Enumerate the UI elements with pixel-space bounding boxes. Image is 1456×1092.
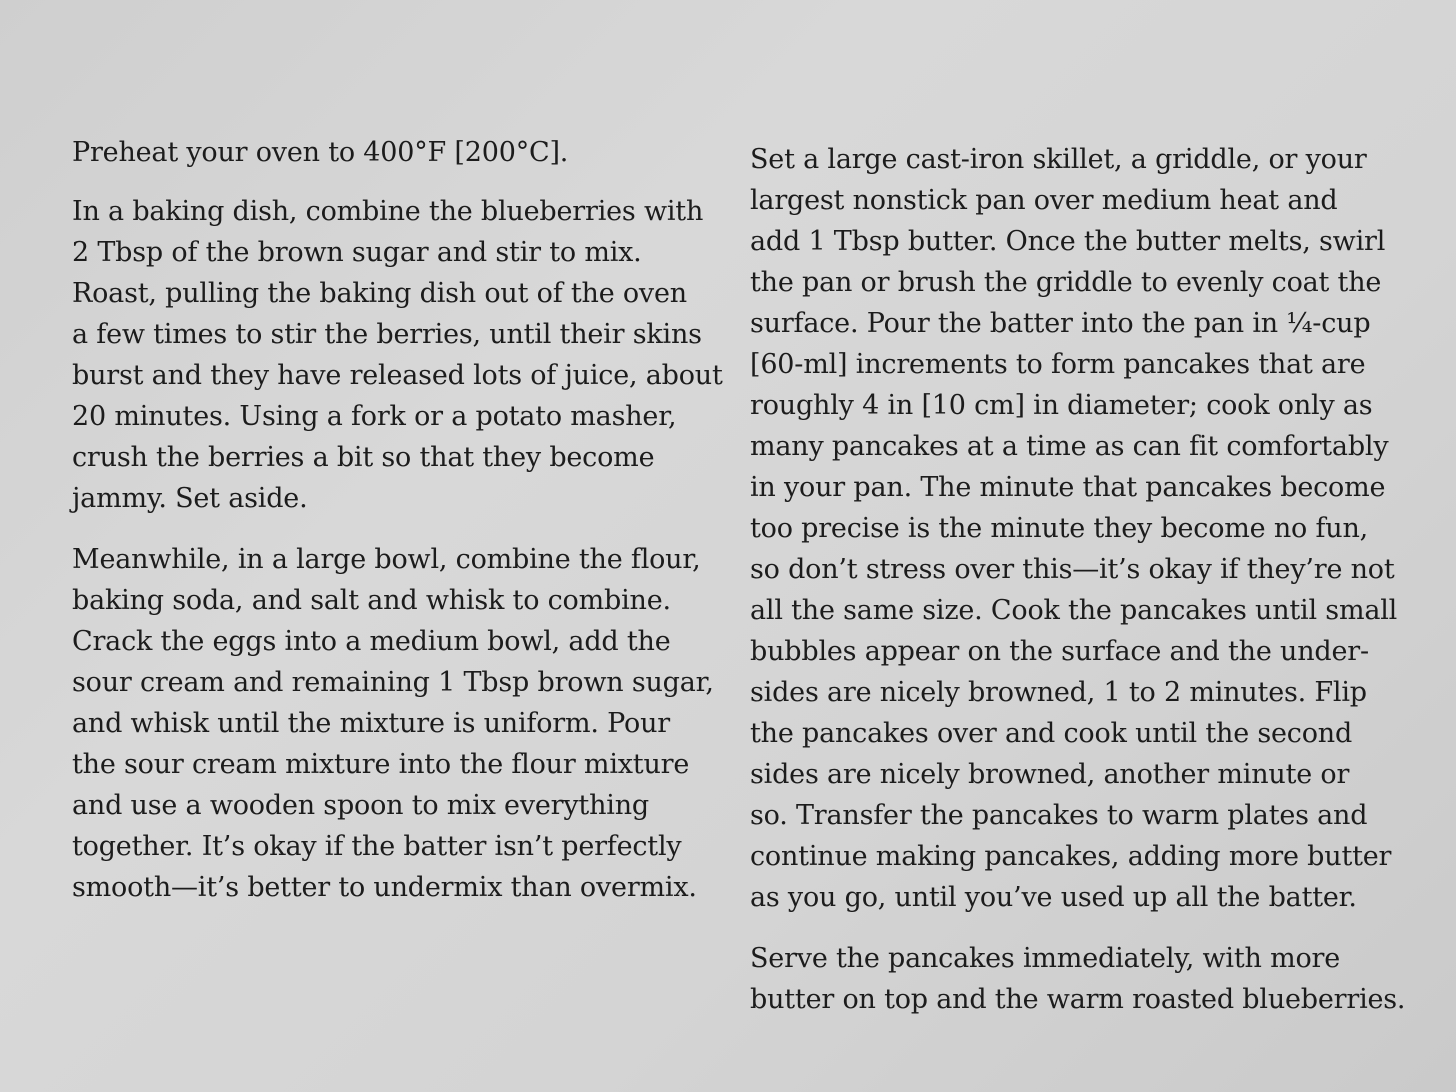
preheat-paragraph (72, 132, 722, 173)
text-line: continue making pancakes, adding more butter (750, 841, 1392, 872)
text-line: Roast, pulling the baking dish out of the oven (72, 278, 687, 309)
batter-paragraph (72, 539, 722, 908)
text-line: as you go, until you’ve used up all the batter. (750, 882, 1357, 913)
text-line: sour cream and remaining 1 Tbsp brown sugar, (72, 667, 714, 698)
text-line: In a baking dish, combine the blueberries with (72, 196, 704, 227)
text-line: jammy. Set aside. (72, 483, 308, 514)
text-line: butter on top and the warm roasted blueberries. (750, 984, 1406, 1015)
text-line: largest nonstick pan over medium heat and (750, 185, 1338, 216)
text-line: so don’t stress over this—it’s okay if they’re not (750, 554, 1395, 585)
serve-paragraph (750, 938, 1406, 1020)
text-line: Crack the eggs into a medium bowl, add the (72, 626, 671, 657)
text-line: crush the berries a bit so that they become (72, 442, 655, 473)
text-line: all the same size. Cook the pancakes until small (750, 595, 1398, 626)
text-line: and use a wooden spoon to mix everything (72, 790, 649, 821)
text-line: burst and they have released lots of juice, about (72, 360, 723, 391)
text-line: the sour cream mixture into the flour mixture (72, 749, 690, 780)
text-line: together. It’s okay if the batter isn’t perfectly (72, 831, 682, 862)
text-line: add 1 Tbsp butter. Once the butter melts, swirl (750, 226, 1386, 257)
roast-blueberries-paragraph (72, 191, 722, 519)
cook-pancakes-paragraph (750, 139, 1400, 918)
text-line: sides are nicely browned, another minute or (750, 759, 1350, 790)
text-line: the pancakes over and cook until the second (750, 718, 1353, 749)
text-line: and whisk until the mixture is uniform. Pour (72, 708, 670, 739)
text-line: surface. Pour the batter into the pan in ¼-cup (750, 308, 1371, 339)
text-line: Set a large cast-iron skillet, a griddle, or your (750, 144, 1367, 175)
text-line: a few times to stir the berries, until their skins (72, 319, 702, 350)
text-line: [60-ml] increments to form pancakes that are (750, 349, 1366, 380)
text-line: many pancakes at a time as can fit comfortably (750, 431, 1389, 462)
text-line: roughly 4 in [10 cm] in diameter; cook only as (750, 390, 1373, 421)
text-line: Meanwhile, in a large bowl, combine the flour, (72, 544, 701, 575)
text-line: bubbles appear on the surface and the under- (750, 636, 1369, 667)
text-line: Preheat your oven to 400°F [200°C]. (72, 137, 569, 168)
left-column (72, 132, 722, 928)
right-column (750, 139, 1406, 1040)
text-line: too precise is the minute they become no fun, (750, 513, 1369, 544)
text-line: 20 minutes. Using a fork or a potato masher, (72, 401, 677, 432)
text-line: in your pan. The minute that pancakes become (750, 472, 1386, 503)
text-line: baking soda, and salt and whisk to combine. (72, 585, 671, 616)
text-line: Serve the pancakes immediately, with more (750, 943, 1341, 974)
text-line: sides are nicely browned, 1 to 2 minutes. Flip (750, 677, 1367, 708)
text-line: 2 Tbsp of the brown sugar and stir to mix. (72, 237, 642, 268)
text-line: the pan or brush the griddle to evenly coat the (750, 267, 1382, 298)
text-line: so. Transfer the pancakes to warm plates and (750, 800, 1368, 831)
text-line: smooth—it’s better to undermix than overmix. (72, 872, 697, 903)
